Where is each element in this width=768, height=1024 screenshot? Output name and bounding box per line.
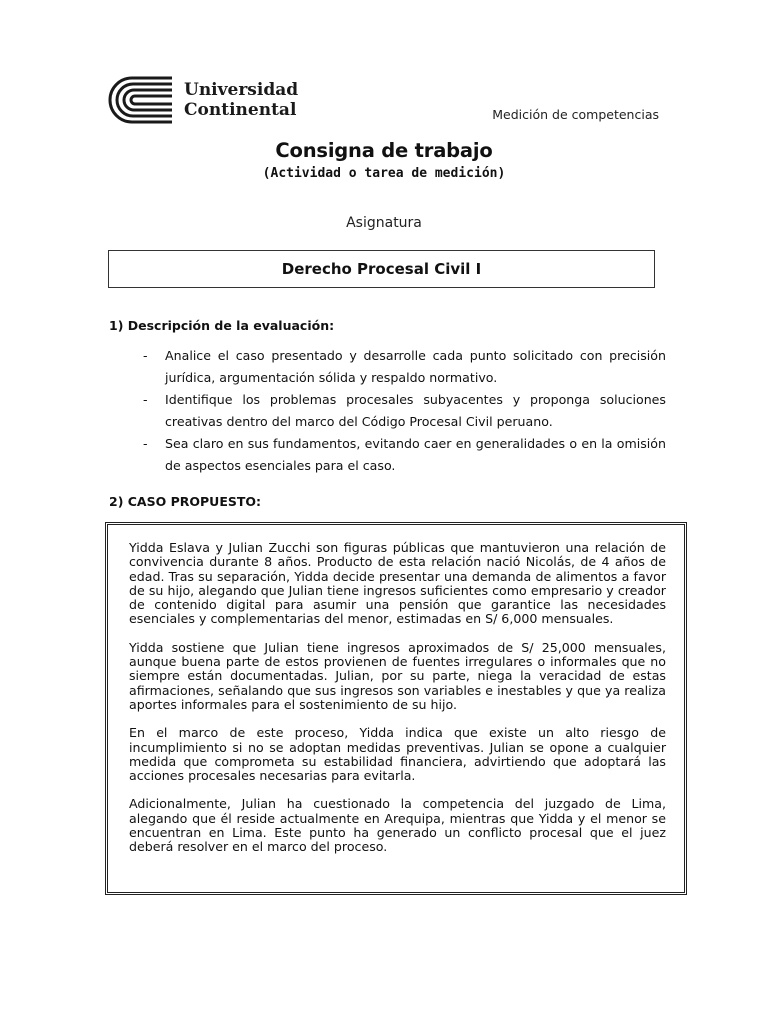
course-name-box [108, 250, 655, 288]
section-heading-description: 1) Descripción de la evaluación: [109, 318, 335, 333]
case-paragraph: En el marco de este proceso, Yidda indica que existe un alto riesgo de incumplimiento si no se adoptan medidas preventivas. Julian se opone a cualquier medida que comprometa su estabilidad financiera, advirtiendo que adoptará las acciones procesales necesarias para evitarla. [129, 725, 666, 784]
logo-text [184, 80, 298, 120]
university-logo-icon [108, 76, 174, 124]
course-name: Derecho Procesal Civil I [281, 260, 482, 278]
case-paragraph: Yidda sostiene que Julian tiene ingresos aproximados de S/ 25,000 mensuales, aunque buena parte de estos provienen de fuentes irregulares o informales que no siempre están documentadas. Julian, por su parte, niega la veracidad de estas afirmaciones, señalando que sus ingresos son variables e inestables y que ya realiza aportes informales para el sostenimiento de su hijo. [129, 639, 666, 712]
list-item: - Sea claro en sus fundamentos, evitando caer en generalidades o en la omisión de aspectos esenciales para el caso. [143, 433, 666, 477]
university-logo [108, 76, 298, 124]
description-list [143, 345, 666, 477]
list-item: - Analice el caso presentado y desarrolle cada punto solicitado con precisión jurídica, argumentación sólida y respaldo normativo. [143, 345, 666, 389]
page-title: Consigna de trabajo [275, 139, 493, 162]
case-paragraph: Adicionalmente, Julian ha cuestionado la competencia del juzgado de Lima, alegando que él reside actualmente en Arequipa, mientras que Yidda y el menor se encuentran en Lima. Este punto ha generado un conflicto procesal que el juez deberá resolver en el marco del proceso. [129, 796, 666, 855]
case-paragraph: Yidda Eslava y Julian Zucchi son figuras públicas que mantuvieron una relación de convivencia durante 8 años. Producto de esta relación nació Nicolás, de 4 años de edad. Tras su separación, Yidda decide presentar una demanda de alimentos a favor de su hijo, alegando que Julian tiene ingresos suficientes como empresario y creador de contenido digital para asumir una pensión que garantice las necesidades esenciales y complementarias del menor, estimadas en S/ 6,000 mensuales. [129, 540, 666, 627]
asignatura-label: Asignatura [346, 215, 422, 231]
header-label: Medición de competencias [492, 107, 659, 122]
case-box [105, 522, 687, 895]
page-subtitle: (Actividad o tarea de medición) [262, 166, 506, 181]
logo-line1: Universidad [184, 80, 299, 100]
section-heading-case: 2) CASO PROPUESTO: [109, 494, 262, 509]
logo-line2: Continental [184, 100, 297, 120]
list-item: - Identifique los problemas procesales subyacentes y proponga soluciones creativas dentro del marco del Código Procesal Civil peruano. [143, 389, 666, 433]
